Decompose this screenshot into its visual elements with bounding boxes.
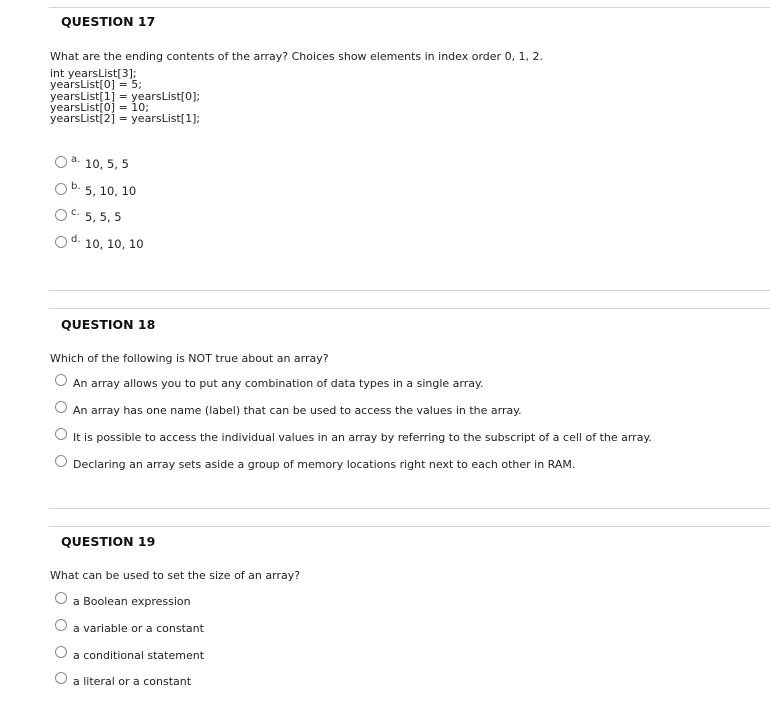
option-label: a Boolean expression [73,595,191,608]
option-label: 5, 5, 5 [85,210,122,224]
radio-button[interactable] [55,183,67,195]
question-19-prompt: What can be used to set the size of an array? [50,569,301,582]
option-label: a literal or a constant [73,675,192,688]
radio-button[interactable] [55,592,67,604]
radio-button[interactable] [55,236,67,248]
option-label: a conditional statement [73,649,205,662]
radio-button[interactable] [55,401,67,413]
option-label: An array has one name (label) that can be used to access the values in the array. [73,404,522,417]
divider [49,290,770,291]
option-label: 5, 10, 10 [85,184,137,198]
question-18-title: QUESTION 18 [61,317,156,332]
option-label: Declaring an array sets aside a group of memory locations right next to each other in RAM. [73,458,576,471]
radio-button[interactable] [55,156,67,168]
option-label: It is possible to access the individual values in an array by referring to the subscript of a cell of the array. [73,431,652,444]
radio-button[interactable] [55,428,67,440]
option-letter: a. [71,154,81,165]
divider [49,308,770,309]
divider [49,7,770,8]
radio-button[interactable] [55,619,67,631]
question-17-code: int yearsList[3]; yearsList[0] = 5; yearsList[1] = yearsList[0]; yearsList[0] = 10; yearsList[2] = yearsList[1]; [50,67,201,126]
question-17-prompt: What are the ending contents of the array? Choices show elements in index order 0, 1, 2. [50,50,544,63]
option-letter: b. [71,181,81,192]
option-label: a variable or a constant [73,622,204,635]
radio-button[interactable] [55,672,67,684]
divider [49,526,770,527]
option-letter: c. [71,207,80,218]
question-18-prompt: Which of the following is NOT true about an array? [50,352,329,365]
option-label: 10, 5, 5 [85,157,129,171]
divider [49,508,770,509]
radio-button[interactable] [55,209,67,221]
option-label: 10, 10, 10 [85,237,144,251]
radio-button[interactable] [55,646,67,658]
option-letter: d. [71,234,81,245]
option-label: An array allows you to put any combination of data types in a single array. [73,377,484,390]
radio-button[interactable] [55,374,67,386]
question-17-title: QUESTION 17 [61,14,156,29]
question-19-title: QUESTION 19 [61,534,156,549]
radio-button[interactable] [55,455,67,467]
